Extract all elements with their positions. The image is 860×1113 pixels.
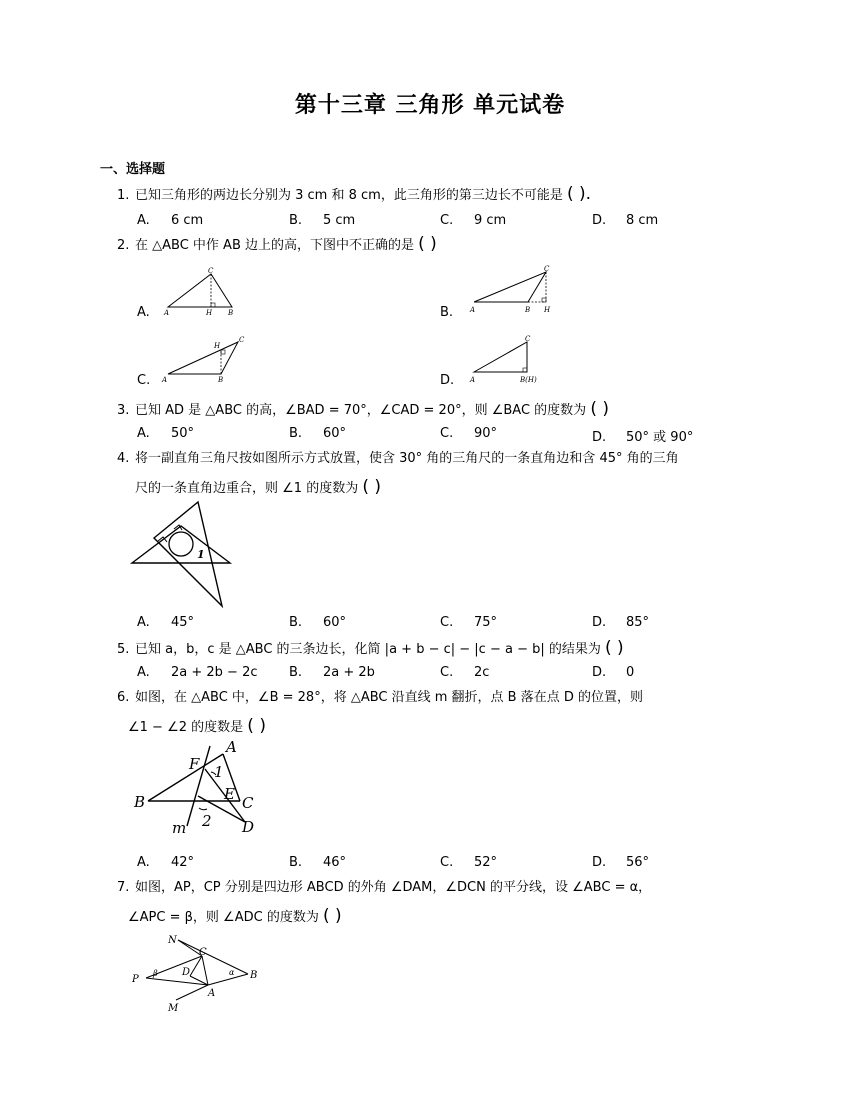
- option-c[interactable]: C. 90°: [440, 426, 498, 441]
- option-b[interactable]: B. 5 cm: [289, 213, 356, 228]
- question-3: 3. 已知 AD 是 △ABC 的高，∠BAD = 70°，∠CAD = 20°，则 ∠BAC 的度数为 ( ): [117, 399, 609, 419]
- svg-text:A: A: [208, 988, 216, 999]
- question-text: 已知 AD 是 △ABC 的高，∠BAD = 70°，∠CAD = 20°，则 ∠BAC 的度数为: [135, 403, 587, 418]
- option-b[interactable]: B. 2a + 2b: [289, 665, 375, 680]
- figure-6: [132, 738, 267, 838]
- figure-2c: [160, 336, 250, 386]
- svg-text:C: C: [525, 335, 531, 343]
- svg-text:F: F: [189, 755, 200, 773]
- figure-2a: [160, 266, 250, 316]
- option-c[interactable]: C. 75°: [440, 615, 498, 630]
- svg-text:M: M: [168, 1003, 179, 1014]
- option-b[interactable]: B. 60°: [289, 615, 347, 630]
- question-4-line2: 尺的一条直角边重合，则 ∠1 的度数为 ( ): [135, 477, 382, 497]
- answer-bracket: ( ): [247, 716, 266, 736]
- question-7: 7. 如图，AP，CP 分别是四边形 ABCD 的外角 ∠DAM，∠DCN 的平分线，设 ∠ABC = α，: [117, 880, 652, 895]
- svg-text:H: H: [544, 306, 551, 314]
- svg-text:1: 1: [197, 548, 205, 561]
- svg-text:H: H: [214, 342, 221, 350]
- option-b[interactable]: B. 60°: [289, 426, 347, 441]
- svg-text:m: m: [172, 819, 187, 837]
- option-d[interactable]: D. 8 cm: [592, 213, 659, 228]
- question-text: 如图，AP，CP 分别是四边形 ABCD 的外角 ∠DAM，∠DCN 的平分线，设 ∠ABC = α，: [135, 880, 652, 895]
- svg-text:C: C: [239, 336, 245, 344]
- answer-bracket: ( ): [605, 638, 624, 658]
- option-b[interactable]: B. 46°: [289, 855, 347, 870]
- question-text: 已知三角形的两边长分别为 3 cm 和 8 cm，此三角形的第三边长不可能是: [135, 188, 563, 203]
- option-a[interactable]: A. 42°: [137, 855, 195, 870]
- svg-text:α: α: [229, 968, 235, 977]
- svg-text:C: C: [544, 265, 550, 273]
- svg-text:H: H: [206, 309, 213, 317]
- option-c[interactable]: C. 52°: [440, 855, 498, 870]
- svg-text:E: E: [224, 785, 235, 803]
- option-c[interactable]: C.: [137, 373, 151, 388]
- option-c[interactable]: C. 2c: [440, 665, 490, 680]
- question-text: 已知 a，b，c 是 △ABC 的三条边长，化简 |a + b − c| − |c − a − b| 的结果为: [135, 642, 601, 657]
- svg-text:A: A: [470, 306, 476, 314]
- option-b[interactable]: B.: [440, 305, 454, 320]
- svg-text:B: B: [218, 376, 224, 384]
- svg-text:B: B: [134, 793, 146, 811]
- option-d[interactable]: D. 56°: [592, 855, 650, 870]
- figure-2d: [466, 334, 556, 384]
- answer-bracket: ( ): [362, 477, 382, 497]
- option-a[interactable]: A. 45°: [137, 615, 195, 630]
- option-c[interactable]: C. 9 cm: [440, 213, 507, 228]
- question-text: 将一副直角三角尺按如图所示方式放置，使含 30° 角的三角尺的一条直角边和含 45° 角的三角: [135, 451, 679, 466]
- question-7-line2: ∠APC = β，则 ∠ADC 的度数为 ( ): [128, 906, 342, 926]
- svg-text:D: D: [242, 818, 255, 836]
- figure-4: [130, 500, 240, 610]
- question-4: 4. 将一副直角三角尺按如图所示方式放置，使含 30° 角的三角尺的一条直角边和含 45° 角的三角: [117, 451, 679, 466]
- section-heading: 一、选择题: [100, 162, 166, 177]
- figure-7: [128, 930, 268, 1015]
- question-6: 6. 如图，在 △ABC 中，∠B = 28°，将 △ABC 沿直线 m 翻折，点 B 落在点 D 的位置，则: [117, 690, 644, 705]
- figure-2b: [466, 266, 566, 316]
- answer-bracket: ( ): [590, 399, 609, 419]
- svg-text:P: P: [132, 974, 139, 985]
- option-d[interactable]: D.: [440, 373, 455, 388]
- option-a[interactable]: A. 50°: [137, 426, 195, 441]
- question-5: 5. 已知 a，b，c 是 △ABC 的三条边长，化简 |a + b − c| − |c − a − b| 的结果为 ( ): [117, 638, 624, 658]
- page-title: 第十三章 三角形 单元试卷: [294, 93, 566, 118]
- question-6-line2: ∠1 − ∠2 的度数是 ( ): [128, 716, 266, 736]
- svg-text:A: A: [162, 376, 168, 384]
- question-text: 在 △ABC 中作 AB 边上的高，下图中不正确的是: [135, 238, 414, 253]
- option-a[interactable]: A. 2a + 2b − 2c: [137, 665, 258, 680]
- svg-text:A: A: [470, 376, 476, 384]
- answer-bracket: ( ): [418, 234, 437, 254]
- svg-text:B(H): B(H): [520, 376, 537, 384]
- option-a[interactable]: A. 6 cm: [137, 213, 204, 228]
- svg-text:β: β: [153, 969, 158, 978]
- svg-text:B: B: [250, 970, 258, 981]
- question-1: 1. 已知三角形的两边长分别为 3 cm 和 8 cm，此三角形的第三边长不可能是 ( ).: [117, 184, 592, 204]
- svg-text:A: A: [226, 738, 237, 756]
- svg-text:N: N: [168, 935, 177, 946]
- answer-bracket: ( ): [322, 906, 342, 926]
- question-text: 如图，在 △ABC 中，∠B = 28°，将 △ABC 沿直线 m 翻折，点 B 落在点 D 的位置，则: [135, 690, 644, 705]
- svg-text:1: 1: [214, 763, 224, 781]
- svg-text:C: C: [199, 947, 207, 958]
- svg-text:A: A: [164, 309, 170, 317]
- svg-text:D: D: [182, 967, 191, 978]
- option-d[interactable]: D. 85°: [592, 615, 650, 630]
- answer-bracket: ( ).: [566, 184, 592, 204]
- svg-text:C: C: [242, 794, 254, 812]
- svg-text:2: 2: [202, 812, 212, 830]
- option-d[interactable]: D. 0: [592, 665, 635, 680]
- option-d[interactable]: D. 50° 或 90°: [592, 430, 694, 445]
- question-2: 2. 在 △ABC 中作 AB 边上的高，下图中不正确的是 ( ): [117, 234, 437, 254]
- option-a[interactable]: A.: [137, 305, 150, 320]
- svg-text:B: B: [228, 309, 234, 317]
- svg-text:B: B: [525, 306, 531, 314]
- svg-text:C: C: [208, 267, 214, 275]
